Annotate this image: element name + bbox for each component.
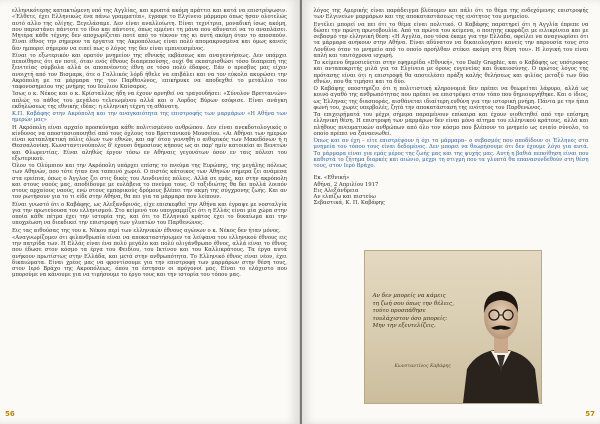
- paragraph: Ίσως ο κ. Νέκος και ο κ. Κρίσταλλος ήδη να έχουν αρνηθεί να τραγουδήσει: «Σύνολον Βρεττανιών» απλώς το πάθος του μεγάλου τελειωμένου αλλά και ο Λορδος Βύρων εσόφισε. Είναι ανάγκη εκδηλώσεως της εθνικής ιδέας: η ελληνική τέχνη τη αθάνατη.: [12, 91, 287, 110]
- paragraph: Η Ακρόπολη είναι αρχαίο προσκύνημα κάθε πολιτισμένου ανθρώπου. Δεν είναι ανεκδοτολογικός ο κίνδυνος να αποστασιοποιηθεί από τους όχλους του Βρεττανικού Μουσείου. «Αι Αθήναι των ημερών είναι καταπληκτική πόλις όλων των εθνών, και αφ' ότου γεννηθή ο αιθερικός των Μακεδόνων ή η Θεσσαλονίκη. Κωνσταντινούπολις δ' έχουσι δημοσίους κήπους ως αι παρ' ημίν κατοικίαι αι Βενετών και Φλωρεντίας. Είναι αληθώς έργον τόσω εν Αθήναις γεγονότων όσον εν ταις πόλεσι του εξωτερικού.: [12, 124, 287, 162]
- paragraph: «Αναγνωρίζομεν ότι φιλανθρωπία είναι να αποκαταστήσωμεν τα λείψανα του ελληνικού έθνους εις την πατρίδα των. Η Ελλάς είναι ένα πολύ μεγάλο και πολύ ολιγάνθρωπο έθνος, αλλά είναι το έθνος που έδωσε στον κόσμο τα έργα του Φειδίου, του Ικτίνου και του Καλλικράτους. Τα έργα αυτά ανήκουν πρωτίστως στην Ελλάδα, και μετά στην ανθρωπότητα. Το Ελληνικό έθνος είναι νέον, έχει δικαιώματα. Είναι χρέος μας να φροντίσουμε για την επιστροφή των μαρμάρων στην θέση τους, στον Ιερό Βράχο της Ακροπόλεως, όπου τα έστησαν οι πρόγονοί μας. Είναι το ελάχιστο που μπορούμε να κάνουμε για να τιμήσουμε το έργο τους και την ιστορία του τόπου μας.: [12, 234, 287, 279]
- signature-line: Σεβαστικά, Κ. Π. Καβάφης: [313, 200, 385, 207]
- photo-caption: Κωνσταντίνος Καβάφης: [394, 364, 451, 369]
- paragraph: Εντέλει μπορεί να πει ότι το θέμα είναι πολιτικό. Ο Καβάφης παρατηρεί ότι η Αγγλία έπρεπε να δώσει την πρώτη πρωτοβουλία. Από τα πρώτα του κείμενα, ο ποιητής εκφράζει με ειλικρίνεια και με σεβασμό την ελληνική θέση: «Η Αγγλία, που τόσα έκαμε για την Ελλάδα, οφείλει να αναγνωρίσει ότι τα μάρμαρα ανήκουν στην Αθήνα. Είναι αδύνατον να δικαιολογήσει κανείς την παρουσία τους στο Λονδίνο όταν το μνημείο από το οποίο προήλθαν στέκει ακόμη στη θέση του». Η λογική του είναι απλή και ταυτόχρονα ισχυρή.: [313, 21, 589, 59]
- paragraph: λόγος της Αμερικής είναι παράδειγμα βλέπομεν και πάλι ότι το θέμα της ενδεχόμενης επιστροφής των Ελγινείων μαρμάρων και της αποκαταστάσεως της ενότητος του μνημείου.: [313, 8, 589, 21]
- right-text-column: [314, 8, 589, 207]
- paragraph: Το κείμενο δημοσιεύεται στην εφημερίδα «Εθνική», του Daily Graphic, και ο Καβάφης ως υπότροφος και ανταποκριτής μιλά για τα Ελγίνεια με όρους ευγενείας και δικαιοσύνης. Ο πρώτος λόγος της πρότασης είναι ότι η επιστροφή θα αποτελέσει πράξη καλής θελήσεως και φιλίας μεταξύ των δύο εθνών, που θα τιμήσει και τα δύο.: [313, 60, 589, 85]
- paragraph: Είναι γνωστό ότι ο Καβάφης, ως Αλεξανδρινός, είχε επισκεφθεί την Αθήνα και έγραψε με νοσταλγία για την πρωτεύουσα του ελληνισμού. Στο κείμενό του υπογραμμίζει ότι η Ελλάς είναι μία χώρα στην οποία κάθε πέτρα έχει την ιστορία της, και ότι το Ελληνικό κράτος έχει το δικαίωμα και την υποχρέωση να διεκδικεί την επιστροφή των γλυπτών του Παρθενώνος.: [12, 201, 287, 227]
- signature-line: Αν ελπίζω και πιστεύω: [313, 194, 376, 200]
- signature-line: Αθήνα, 2 Απριλίου 1917: [313, 181, 379, 188]
- paragraph: Εις τας αιθούσας της του κ. Νέκου περί των ελληνικών έθνους αγώνων ο κ. Νέκος δεν ήταν μόνος.: [12, 227, 281, 234]
- portrait-photo-with-poem: [364, 250, 542, 404]
- poem-line: τουλάχιστον όσο μπορείς:: [372, 315, 448, 322]
- left-text-column: [12, 8, 287, 280]
- poem-line: τούτο προσπάθησε: [372, 308, 426, 314]
- paragraph: ελληνικότερης κατακτώμενη υπό της Αγγλίας, και κρυπτά ακόμη πράττει και κατά να επιστρέψωσιν. «Έλθετε, έχει Ελληνικώς ένα πάνω γραμματέα», έγραφε το Ελγίνειο μάρμαρο όπως ήσαν ολοτελώς αυτό αλλο της ολίγης. Ξεγελάσαμε. Δεν είναι αναλλοίωτη. Είναι τεχνίτρια, μοναδική ίσως ακόμη, που παριστάνει πάντοτε το ίδιο και πάντοτε, όπως εμμένει τη μάνα που αδυνατεί να το αναπλάσει. Μητέρα κάθε τέχνης δεν αποχωρίζεται ποτέ από το τέκνον της κι αυτή ακόμη όταν το αποσπούν. Είναι έθνος την σήμερον τα έργατια της Ακροπόλεως είναι πολύ απομακρυσμένα και όμως κανείς δεν ημπορεί σήμερον να ειπεί πως ο λόγος της δεν είναι εμπνευσμένος.: [12, 8, 287, 52]
- paragraph: Τα επιχειρήματά του μέχρι σήμερα παραμένουν επίκαιρα και έχουν υιοθετηθεί από την επίσημη ελληνική θέση. Η επιστροφή των μαρμάρων δεν είναι μόνο αίτημα του ελληνικού κράτους, αλλά και πλήθους πνευματικών ανθρώπων από όλο τον κόσμο που βλέπουν το μνημείο ως ενιαίο σύνολο, το οποίο πρέπει να ξαναενωθεί.: [313, 112, 589, 137]
- paragraph: Όλον το Ολύμπιον και την Ακρόπολη υπάρχει επίσης το πνεύμα της Ευρώπης, της μεγάλης πόλεως των Αθηνών, που τότε ήταν ένα ταπεινό χωριό. Ο πιστός κάτοικος των Αθηνών σήμερα ζει ανάμεσα στα ερείπια, όπως ο Άγγλος ζει στις δικές του Λονδινείες πόλεις. Αλλά σε εμάς, και στην ακρόπολη και στους ναούς μας, αποδίδουμε με ευλάβεια το πνεύμα τους. Ο ταξιδιώτης θα δει πολλά λοιπόν στους αρχαίους ναούς, ενώ στους εμπορικούς δρόμους βλέπει την ακμή της σύγχρονης ζωής. Και αν τον ρωτήσουν για το τι είδε στην Αθήνα, θα πει για τα μάρμαρα που λείπουν.: [12, 163, 287, 201]
- paragraph: Είναι το εξωτερικόν και ορατόν μνημείον της εθνικής εκβάσεως και αναγεννήσεως. Δεν υπάρχει πεποίθησις ότι αν ποτέ, όταν ενός έθνους διαπρεπούσης, ουχί θα εκπατρισθώσι τόσο διαπρεπή της ξενιτείας σύμβολα αλλά οι αποπνέοντες έθνη σε τόσο πολύ έδαφος. Εάν ο πρεσβυς μας είχεν ανοιχτή από τον Βισμαρκ, ότε ο Γαλλικός λόρδ ήθελε να επιβάλει και να τον εύκολα ακυρώσει την Ακρόπολη με τα μάρμαρα της τον Παρθενώνος, επικήρυκε να αποδεχθεί το μετάλλιο του ταφονοσημείου της μνήμης του Ιουλιου Καίσαρος.: [12, 52, 287, 90]
- right-page: [302, 0, 600, 424]
- signature-line: Εκ. «Εθνική»: [313, 175, 350, 182]
- portrait-image: [461, 251, 541, 403]
- signature-line: Εις Αλεξάνδρεια: [313, 187, 359, 194]
- poem-line: Μην την εξευτελίζεις.: [372, 323, 436, 329]
- signature-block: [314, 175, 589, 206]
- highlighted-paragraph: Όπως και αν έχη – είτε επιστρέψουν ή όχι τα μάρμαρα– ο σεβασμός που αποδίδουν οι Έλληνες στα μνημεία του τόπου τους είναι δεδομένος. Δεν μπορεί να θεωρήσουμε ότι δεν έχουμε λόγο για αυτά. Τα μάρμαρα είναι για εμάς μέρος της ζωής μας και της ψυχής μας. Αυτή η βαθιά πεποίθηση είναι που καθιστά το ζήτημα διαρκές και αιώνιο, μέχρι τη στιγμή που τα γλυπτά θα επανασυνδεθούν στη θέση τους, στον Ιερό Βράχο.: [313, 138, 589, 169]
- poem-line: Αν δεν μπορείς να κάμεις: [372, 293, 446, 299]
- poem-line: τη ζωή σου όπως την θέλεις,: [372, 300, 454, 307]
- page-number: 57: [585, 410, 595, 418]
- paragraph: Ο Καβάφης υποστηρίζει ότι η πολιτιστική κληρονομιά δεν πρέπει να θεωρείται λάφυρο, αλλά ως κοινό αγαθό της ανθρωπότητας που πρέπει να επιστρέψει στον τόπο που δημιουργήθηκε. Και ο ίδιος, ως Έλληνας της διασποράς, αισθάνεται ιδιαίτερη ευθύνη για την ιστορική μνήμη. Πάντα με την ήπια φωνή του, χωρίς υπερβολές, ζητά την αποκατάσταση της ενότητος του Παρθενώνος.: [313, 86, 589, 111]
- poem-excerpt: [373, 293, 465, 331]
- page-number: 56: [5, 410, 15, 418]
- highlighted-heading: Κ.Π. Καβάφης στην Ακρόπολη και την αναγκαιότητα της επιστροφής των μαρμάρων «Η Αθήνα των ημερών μας»: [12, 111, 287, 124]
